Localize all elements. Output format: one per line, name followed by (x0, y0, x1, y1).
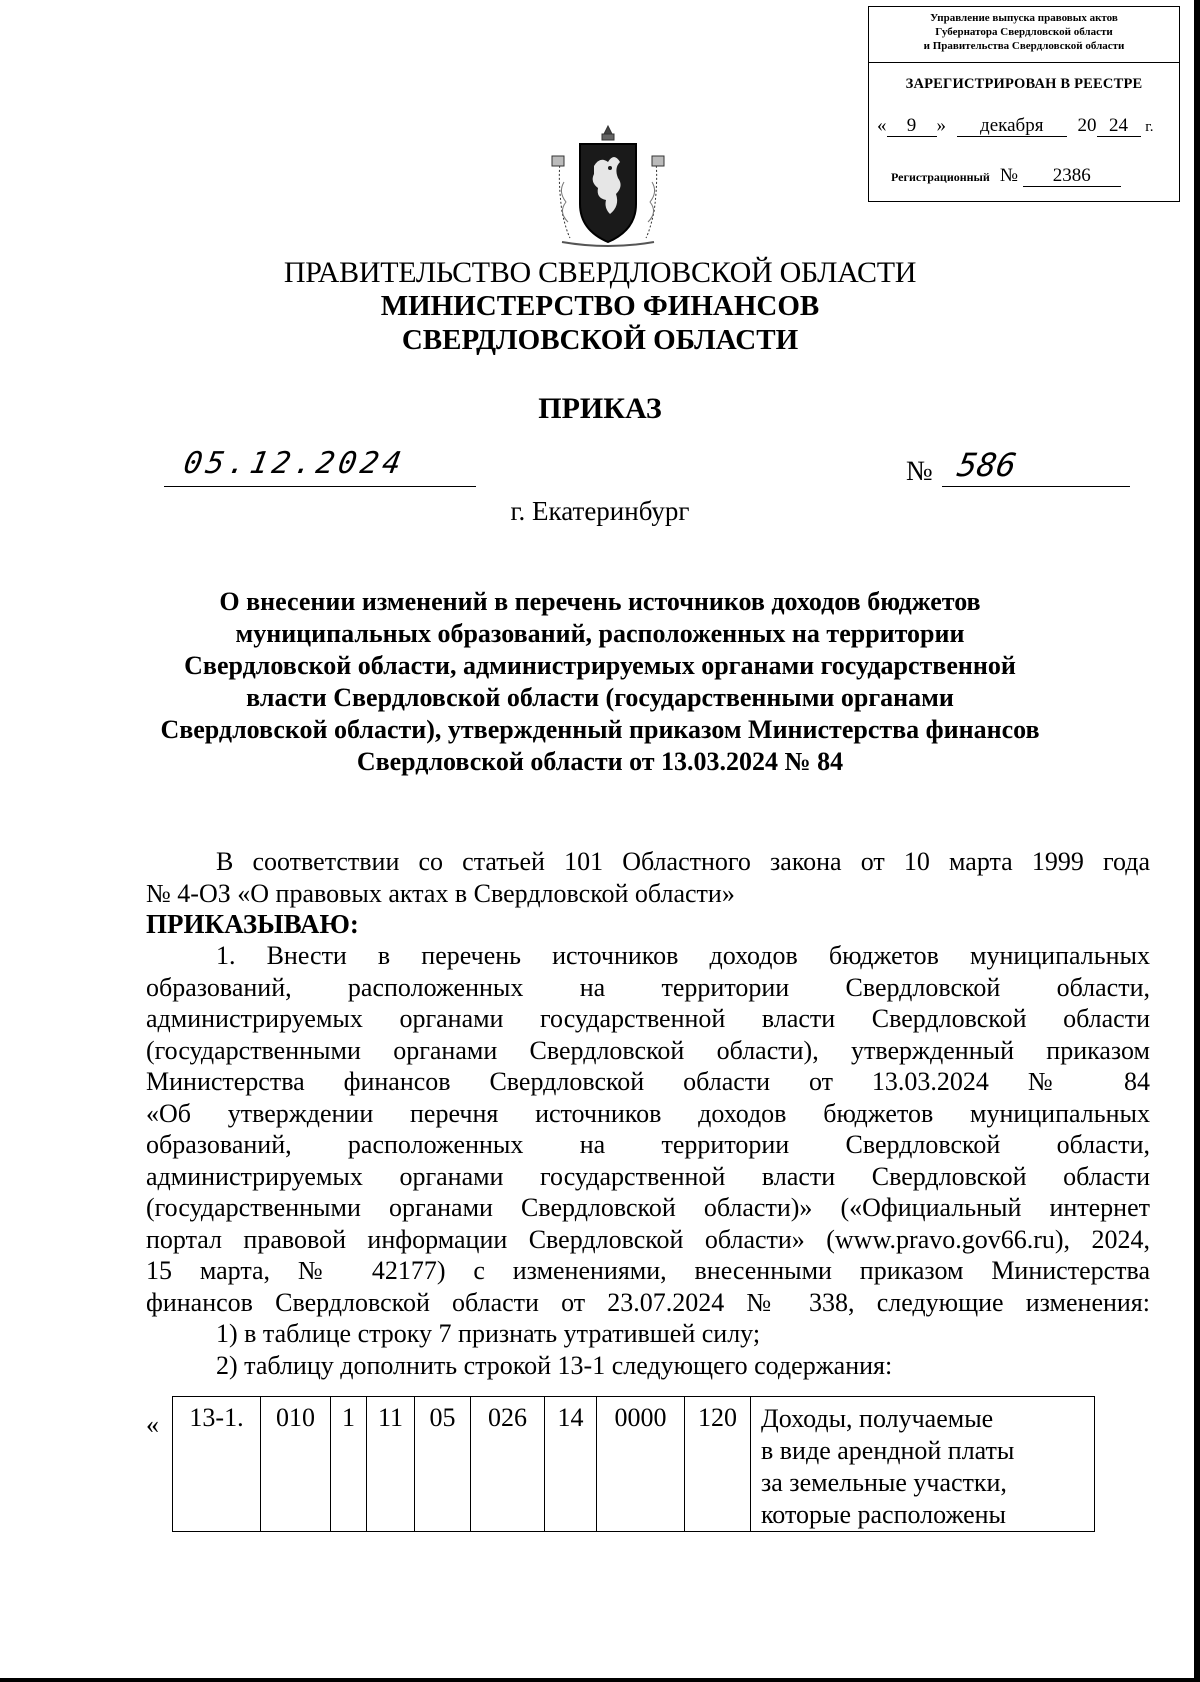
order-number-field (942, 446, 1130, 487)
income-source-table (172, 1396, 1095, 1532)
order-date-handwritten: 05.12.2024 (180, 446, 408, 481)
stamp-header (869, 7, 1179, 63)
item-1-line: финансов Свердловской области от 23.07.2024 № 338, следующие изменения: (146, 1287, 1150, 1317)
description-line: в виде арендной платы (761, 1436, 1015, 1465)
description-line: Доходы, получаемые (761, 1404, 994, 1433)
heading-line: муниципальных образований, расположенных на территории (235, 619, 965, 648)
item-1 (146, 940, 1150, 1381)
stamp-year-prefix: 20 (1077, 115, 1097, 136)
table-cell-code: 1 (331, 1397, 367, 1532)
item-1-line: (государственными органами Свердловской области)» («Официальный интернет (146, 1193, 1150, 1222)
table-cell-row-number: 13-1. (173, 1397, 261, 1532)
table-cell-code: 11 (367, 1397, 415, 1532)
stamp-open-quote: « (877, 115, 887, 136)
item-1-line: (государственными органами Свердловской области), утвержденный приказом (146, 1035, 1150, 1065)
stamp-registered-label: ЗАРЕГИСТРИРОВАН В РЕЕСТРЕ (905, 76, 1143, 92)
item-1-line: 1. Внести в перечень источников доходов бюджетов муниципальных (216, 941, 1150, 970)
table-cell-code: 14 (545, 1397, 597, 1532)
stamp-number-sign: № (999, 165, 1018, 186)
item-1-line: администрируемых органами государственной власти Свердловской области (146, 1004, 1150, 1033)
stamp-header-line: Губернатора Свердловской области (935, 26, 1113, 38)
table-cell-description (751, 1397, 1095, 1532)
stamp-registration-number (891, 165, 1121, 187)
stamp-header-line: и Правительства Свердловской области (923, 40, 1125, 52)
city: г. Екатеринбург (510, 496, 690, 526)
table-cell-code: 05 (415, 1397, 471, 1532)
subitem-2: 2) таблицу дополнить строкой 13-1 следующего содержания: (216, 1350, 893, 1380)
description-line: за земельные участки, (761, 1468, 1007, 1497)
registration-stamp (868, 6, 1180, 202)
stamp-reg-label: Регистрационный (891, 170, 990, 184)
scan-edge-right (1194, 0, 1200, 1682)
stamp-reg-number: 2386 (1023, 166, 1121, 187)
item-1-line: администрируемых органами государственной власти Свердловской области (146, 1161, 1150, 1191)
item-1-line: образований, расположенных на территории Свердловской области, (146, 1130, 1150, 1159)
preamble-line: № 4-ОЗ «О правовых актах в Свердловской области» (146, 878, 735, 908)
subitem-1: 1) в таблице строку 7 признать утратившей силу; (216, 1319, 761, 1348)
stamp-month: декабря (957, 116, 1067, 137)
description-line: которые расположены (761, 1500, 1007, 1529)
table-cell-code: 010 (261, 1397, 331, 1532)
item-1-line: портал правовой информации Свердловской области» (www.pravo.gov66.ru), 2024, (146, 1224, 1150, 1254)
stamp-year-abbrev: г. (1145, 119, 1154, 135)
table-cell-code: 120 (685, 1397, 751, 1532)
heading-line: Свердловской области), утвержденный приказом Министерства финансов (160, 715, 1040, 744)
table-cell-code: 026 (471, 1397, 545, 1532)
government-title: ПРАВИТЕЛЬСТВО СВЕРДЛОВСКОЙ ОБЛАСТИ (283, 256, 917, 289)
preamble (146, 846, 1150, 941)
preamble-line: В соответствии со статьей 101 Областного закона от 10 марта 1999 года (216, 847, 1150, 876)
stamp-day: 9 (887, 116, 937, 137)
order-number-handwritten: 586 (954, 446, 1020, 484)
heading-line: Свердловской области, администрируемых органами государственной (184, 651, 1016, 680)
coat-of-arms-emblem (548, 122, 668, 252)
document-heading (140, 586, 1060, 778)
table-open-quote: « (146, 1410, 159, 1439)
stamp-close-quote: » (936, 115, 946, 136)
scan-edge-bottom (0, 1678, 1200, 1682)
heading-line: Свердловской области от 13.03.2024 № 84 (356, 747, 844, 776)
order-word: ПРИКАЗЫВАЮ: (146, 909, 359, 939)
item-1-line: «Об утверждении перечня источников доходов бюджетов муниципальных (146, 1098, 1150, 1128)
order-number-label: № (906, 456, 933, 487)
order-date-field (164, 446, 476, 487)
heading-line: О внесении изменений в перечень источников доходов бюджетов (219, 587, 981, 616)
stamp-date (877, 115, 1153, 137)
table-cell-code: 0000 (597, 1397, 685, 1532)
heading-line: власти Свердловской области (государственными органами (246, 683, 954, 712)
item-1-line: Министерства финансов Свердловской области от 13.03.2024 № 84 (146, 1067, 1150, 1096)
stamp-header-line: Управление выпуска правовых актов (930, 12, 1118, 24)
document-type: ПРИКАЗ (538, 392, 662, 425)
stamp-year-suffix: 24 (1097, 116, 1141, 137)
ministry-title-line1: МИНИСТЕРСТВО ФИНАНСОВ (380, 290, 820, 322)
item-1-line: образований, расположенных на территории Свердловской области, (146, 972, 1150, 1002)
table-row (173, 1397, 1095, 1532)
item-1-line: 15 марта, № 42177) с изменениями, внесенными приказом Министерства (146, 1256, 1150, 1285)
ministry-title-line2: СВЕРДЛОВСКОЙ ОБЛАСТИ (401, 324, 799, 356)
